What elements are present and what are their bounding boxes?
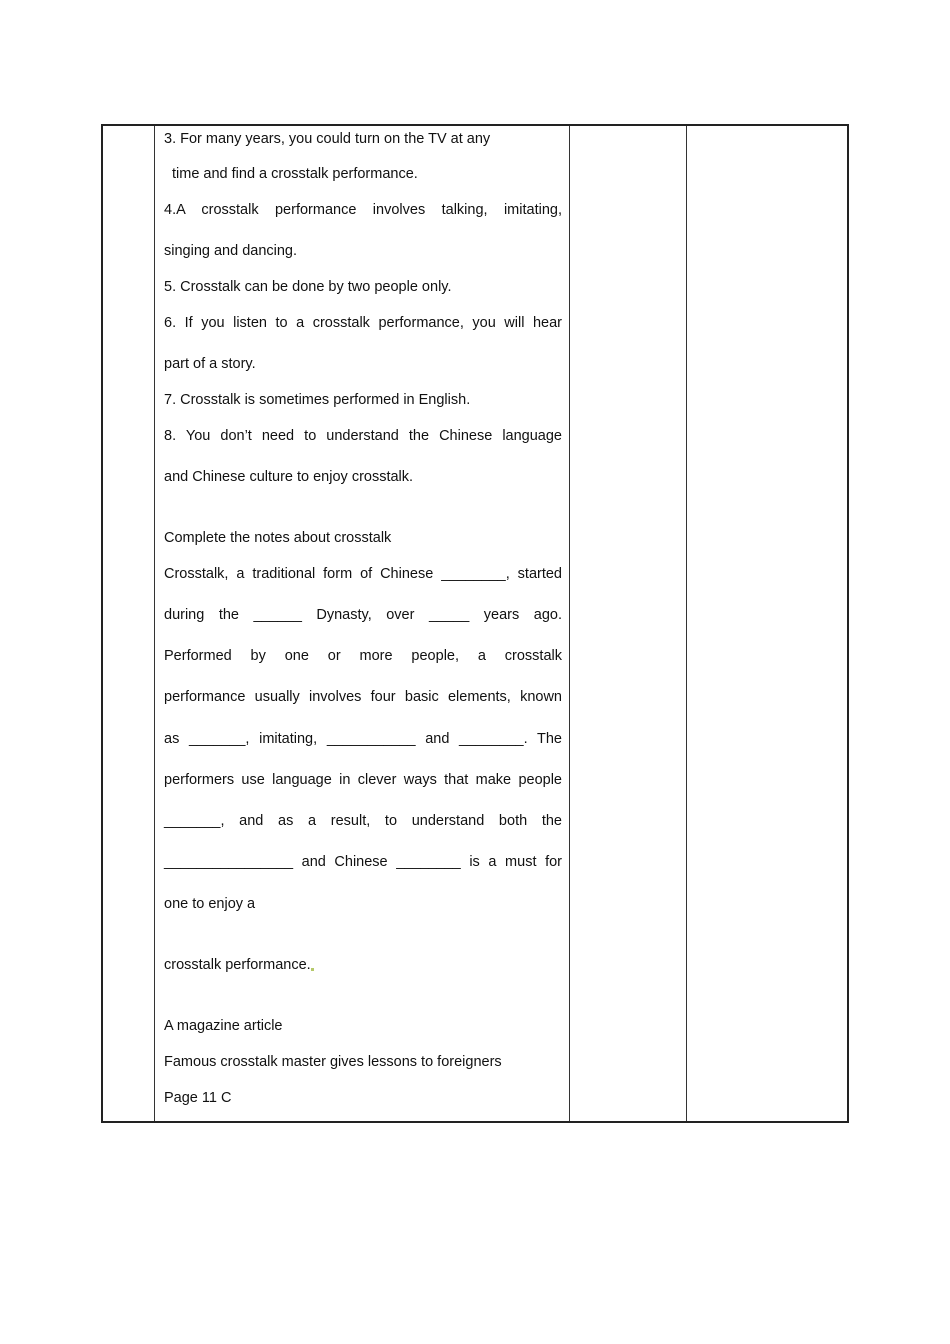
statement-6-line-1: 6. If you listen to a crosstalk performance, you will hear bbox=[164, 315, 562, 331]
notes-line-7: _______, and as a result, to understand both the bbox=[164, 813, 562, 829]
notes-line-10-text: crosstalk performance. bbox=[164, 957, 311, 973]
notes-line-5: as _______, imitating, ___________ and ________. The bbox=[164, 731, 562, 747]
statement-8-line-1: 8. You don’t need to understand the Chinese language bbox=[164, 428, 562, 444]
statement-4-line-2: singing and dancing. bbox=[164, 243, 298, 259]
statement-8-line-2: and Chinese culture to enjoy crosstalk. bbox=[164, 469, 414, 485]
statement-3-line-2: time and find a crosstalk performance. bbox=[172, 166, 418, 182]
statement-5: 5. Crosstalk can be done by two people only. bbox=[164, 279, 452, 295]
statement-3-line-1: 3. For many years, you could turn on the TV at any bbox=[164, 131, 491, 147]
notes-line-10 bbox=[164, 955, 562, 975]
article-headline: Famous crosstalk master gives lessons to foreigners bbox=[164, 1054, 502, 1070]
lesson-table bbox=[101, 124, 849, 1123]
column-divider-1 bbox=[154, 126, 155, 1121]
revision-mark-icon bbox=[311, 968, 314, 971]
statement-4-line-1: 4.A crosstalk performance involves talking, imitating, bbox=[164, 202, 562, 218]
notes-line-8: ________________ and Chinese ________ is a must for bbox=[164, 854, 562, 870]
statement-7: 7. Crosstalk is sometimes performed in English. bbox=[164, 392, 471, 408]
statement-6-line-2: part of a story. bbox=[164, 356, 256, 372]
notes-line-2: during the ______ Dynasty, over _____ years ago. bbox=[164, 607, 562, 623]
notes-line-9: one to enjoy a bbox=[164, 896, 256, 912]
notes-line-1: Crosstalk, a traditional form of Chinese ________, started bbox=[164, 566, 562, 582]
article-type: A magazine article bbox=[164, 1018, 283, 1034]
notes-line-3: Performed by one or more people, a crosstalk bbox=[164, 648, 562, 664]
column-divider-3 bbox=[686, 126, 687, 1121]
notes-line-4: performance usually involves four basic elements, known bbox=[164, 689, 562, 705]
article-page-ref: Page 11 C bbox=[164, 1090, 232, 1106]
notes-line-6: performers use language in clever ways that make people bbox=[164, 772, 562, 788]
notes-heading: Complete the notes about crosstalk bbox=[164, 530, 392, 546]
column-divider-2 bbox=[569, 126, 570, 1121]
